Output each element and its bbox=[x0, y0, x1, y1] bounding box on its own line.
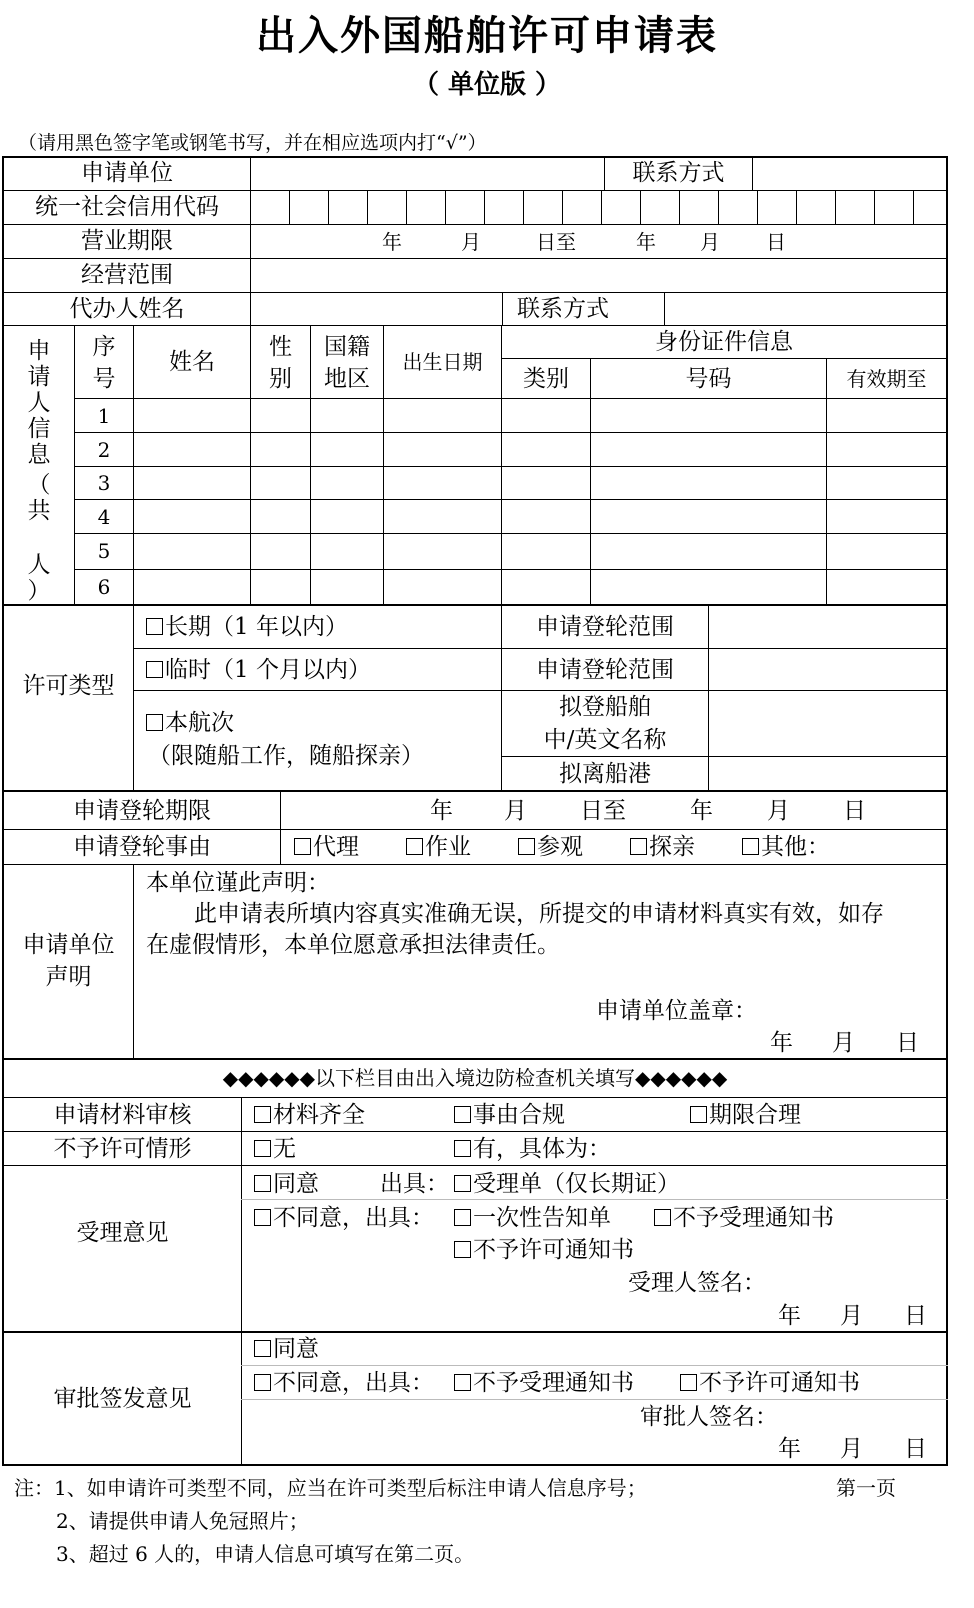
checkbox[interactable] bbox=[254, 1209, 271, 1226]
approve-notice2-text: 不予许可通知书 bbox=[699, 1370, 860, 1396]
ship-name-label-1: 拟登船舶 bbox=[559, 694, 651, 720]
declaration-label-2: 声明 bbox=[45, 964, 92, 990]
seq-header-2: 号 bbox=[92, 366, 116, 392]
approve-day: 日 bbox=[904, 1436, 927, 1462]
decl-year: 年 bbox=[770, 1030, 793, 1056]
checkbox[interactable] bbox=[254, 1374, 271, 1391]
name-header: 姓名 bbox=[169, 349, 215, 375]
bpd-month2: 月 bbox=[767, 798, 790, 824]
applicant-info-char: （ bbox=[27, 472, 51, 498]
reason-other-option[interactable] bbox=[742, 836, 830, 859]
checkbox[interactable] bbox=[254, 1106, 271, 1123]
checkbox[interactable] bbox=[518, 838, 535, 855]
boarding-scope-label-2: 申请登轮范围 bbox=[536, 657, 674, 683]
bpd-month: 月 bbox=[504, 798, 527, 824]
checkbox[interactable] bbox=[654, 1209, 671, 1226]
accept-notice3-option[interactable] bbox=[454, 1239, 634, 1262]
checkbox[interactable] bbox=[630, 838, 647, 855]
checkbox[interactable] bbox=[454, 1241, 471, 1258]
accept-notice1-option[interactable] bbox=[454, 1207, 611, 1230]
accept-notice3-text: 不予许可通知书 bbox=[473, 1237, 634, 1263]
contact-label: 联系方式 bbox=[632, 160, 725, 186]
accept-issue-label: 出具： bbox=[380, 1171, 449, 1197]
reason-agent-option[interactable] bbox=[294, 836, 359, 859]
approve-month: 月 bbox=[840, 1436, 863, 1462]
checkbox[interactable] bbox=[254, 1140, 271, 1157]
decl-day: 日 bbox=[896, 1030, 919, 1056]
permit-voyage-note: （限随船工作，随船探亲） bbox=[148, 743, 424, 769]
approve-notice1-text: 不予受理通知书 bbox=[473, 1370, 634, 1396]
bpd-day-to: 日至 bbox=[580, 798, 626, 824]
gender-header-2: 别 bbox=[269, 366, 292, 392]
accept-month: 月 bbox=[840, 1303, 863, 1329]
permit-type-label: 许可类型 bbox=[22, 673, 115, 699]
approve-disagree-text: 不同意，出具： bbox=[273, 1370, 434, 1396]
bpd-year2: 年 bbox=[690, 798, 713, 824]
business-scope-label: 经营范围 bbox=[81, 262, 173, 288]
material-compliant-text: 事由合规 bbox=[473, 1102, 565, 1128]
permit-voyage-text: 本航次 bbox=[165, 710, 234, 736]
denial-yes-text: 有，具体为： bbox=[473, 1136, 611, 1162]
denial-none-text: 无 bbox=[273, 1136, 296, 1162]
declaration-line-1: 此申请表所填内容真实准确无误，所提交的申请材料真实有效，如存 bbox=[194, 901, 884, 927]
checkbox[interactable] bbox=[146, 618, 163, 635]
birth-date-header: 出生日期 bbox=[402, 350, 483, 374]
approve-notice1-option[interactable] bbox=[454, 1372, 634, 1395]
material-complete-text: 材料齐全 bbox=[273, 1102, 365, 1128]
seq-header-1: 序 bbox=[92, 334, 116, 360]
accept-form-option[interactable] bbox=[454, 1173, 680, 1196]
row-number-1: 1 bbox=[97, 404, 111, 428]
reason-work-option[interactable] bbox=[406, 836, 471, 859]
checkbox[interactable] bbox=[454, 1140, 471, 1157]
form-title: 出入外国船舶许可申请表 bbox=[256, 12, 718, 59]
accept-disagree-option[interactable] bbox=[254, 1207, 434, 1230]
id-expiry-header: 有效期至 bbox=[846, 367, 927, 391]
denial-label: 不予许可情形 bbox=[53, 1136, 192, 1162]
instruction-text: （请用黑色签字笔或钢笔书写，并在相应选项内打“√”） bbox=[18, 132, 487, 154]
approver-sign-label: 审批人签名： bbox=[640, 1404, 778, 1430]
permit-temp-text: 临时（1 个月以内） bbox=[165, 657, 371, 683]
nationality-header-2: 地区 bbox=[324, 366, 370, 392]
checkbox[interactable] bbox=[742, 838, 759, 855]
material-review-label: 申请材料审核 bbox=[53, 1102, 192, 1128]
accept-notice1-text: 一次性告知单 bbox=[473, 1205, 611, 1231]
permit-long-option[interactable] bbox=[146, 616, 348, 639]
applicant-info-char: 人 bbox=[27, 390, 51, 416]
checkbox[interactable] bbox=[294, 838, 311, 855]
checkbox[interactable] bbox=[454, 1175, 471, 1192]
bp-year: 年 bbox=[382, 230, 402, 254]
row-number-6: 6 bbox=[97, 575, 111, 599]
page-number: 第一页 bbox=[836, 1476, 896, 1500]
boarding-period-label: 申请登轮期限 bbox=[73, 798, 211, 824]
approve-agree-option[interactable] bbox=[254, 1338, 319, 1361]
approve-agree-text: 同意 bbox=[273, 1336, 319, 1362]
bp-day2: 日 bbox=[766, 230, 786, 254]
permit-long-text: 长期（1 年以内） bbox=[165, 614, 348, 640]
form-subtitle: （ 单位版 ） bbox=[412, 70, 562, 100]
unit-seal-label: 申请单位盖章： bbox=[596, 998, 757, 1024]
applicant-info-char: 人 bbox=[27, 552, 51, 578]
agent-name-label: 代办人姓名 bbox=[69, 296, 185, 322]
applicant-info-char: ） bbox=[27, 578, 51, 604]
checkbox[interactable] bbox=[690, 1106, 707, 1123]
credit-code-label: 统一社会信用代码 bbox=[35, 194, 219, 220]
denial-none-option[interactable] bbox=[254, 1138, 296, 1161]
note-2: 2、请提供申请人免冠照片； bbox=[56, 1509, 309, 1533]
bp-month: 月 bbox=[461, 230, 481, 254]
agent-contact-label: 联系方式 bbox=[517, 296, 609, 322]
decl-month: 月 bbox=[832, 1030, 855, 1056]
bp-day-to: 日至 bbox=[536, 230, 576, 254]
denial-yes-option[interactable] bbox=[454, 1138, 611, 1161]
row-number-2: 2 bbox=[97, 438, 111, 462]
reason-work-text: 作业 bbox=[425, 834, 471, 860]
bp-year2: 年 bbox=[636, 230, 656, 254]
checkbox[interactable] bbox=[454, 1106, 471, 1123]
row-number-3: 3 bbox=[97, 471, 111, 495]
bp-month2: 月 bbox=[700, 230, 720, 254]
material-complete-option[interactable] bbox=[254, 1104, 365, 1127]
accept-form-text: 受理单（仅长期证） bbox=[473, 1171, 680, 1197]
id-info-header: 身份证件信息 bbox=[655, 329, 793, 355]
accept-notice2-option[interactable] bbox=[654, 1207, 834, 1230]
checkbox[interactable] bbox=[146, 661, 163, 678]
id-type-header: 类别 bbox=[523, 366, 569, 392]
reason-family-text: 探亲 bbox=[649, 834, 695, 860]
checkbox[interactable] bbox=[454, 1209, 471, 1226]
checkbox[interactable] bbox=[254, 1175, 271, 1192]
material-period-text: 期限合理 bbox=[709, 1102, 801, 1128]
departure-port-label: 拟离船港 bbox=[559, 761, 651, 787]
checkbox[interactable] bbox=[146, 714, 163, 731]
reason-family-option[interactable] bbox=[630, 836, 695, 859]
applicant-info-char: 请 bbox=[27, 364, 51, 390]
boarding-scope-label-1: 申请登轮范围 bbox=[536, 614, 674, 640]
approval-label: 审批签发意见 bbox=[53, 1386, 192, 1412]
accept-notice2-text: 不予受理通知书 bbox=[673, 1205, 834, 1231]
reason-visit-option[interactable] bbox=[518, 836, 583, 859]
accept-year: 年 bbox=[778, 1303, 801, 1329]
approve-disagree-option[interactable] bbox=[254, 1372, 434, 1395]
applicant-info-char: 共 bbox=[27, 498, 51, 524]
acceptance-label: 受理意见 bbox=[76, 1220, 169, 1246]
applicant-info-char: 息 bbox=[27, 442, 51, 468]
declaration-line-2: 在虚假情形，本单位愿意承担法律责任。 bbox=[146, 932, 560, 958]
material-period-option[interactable] bbox=[690, 1104, 801, 1127]
row-number-5: 5 bbox=[97, 539, 111, 563]
accept-disagree-text: 不同意，出具： bbox=[273, 1205, 434, 1231]
applicant-info-char: 信 bbox=[27, 416, 51, 442]
note-1: 注：1、如申请许可类型不同，应当在许可类型后标注申请人信息序号； bbox=[14, 1476, 647, 1500]
bpd-year: 年 bbox=[430, 798, 453, 824]
nationality-header-1: 国籍 bbox=[324, 334, 370, 360]
boarding-reason-label: 申请登轮事由 bbox=[73, 834, 211, 860]
authority-banner: ◆◆◆◆◆◆以下栏目由出入境边防检查机关填写◆◆◆◆◆◆ bbox=[222, 1066, 728, 1090]
declaration-label-1: 申请单位 bbox=[22, 932, 115, 958]
gender-header-1: 性 bbox=[269, 334, 292, 360]
checkbox[interactable] bbox=[454, 1374, 471, 1391]
reason-other-text: 其他： bbox=[761, 834, 830, 860]
row-number-4: 4 bbox=[97, 505, 111, 529]
bpd-day2: 日 bbox=[843, 798, 866, 824]
applicant-info-char: 申 bbox=[27, 338, 51, 364]
checkbox[interactable] bbox=[406, 838, 423, 855]
approve-notice2-option[interactable] bbox=[680, 1372, 860, 1395]
accept-day: 日 bbox=[904, 1303, 927, 1329]
acceptor-sign-label: 受理人签名： bbox=[628, 1270, 766, 1296]
material-compliant-option[interactable] bbox=[454, 1104, 565, 1127]
accept-agree-text: 同意 bbox=[273, 1171, 319, 1197]
approve-year: 年 bbox=[778, 1436, 801, 1462]
permit-voyage-option[interactable] bbox=[146, 712, 234, 735]
applicant-unit-label: 申请单位 bbox=[81, 160, 173, 186]
ship-name-label-2: 中/英文名称 bbox=[543, 727, 667, 753]
id-number-header: 号码 bbox=[685, 366, 732, 392]
accept-agree-option[interactable] bbox=[254, 1173, 319, 1196]
reason-agent-text: 代理 bbox=[313, 834, 359, 860]
checkbox[interactable] bbox=[680, 1374, 697, 1391]
reason-visit-text: 参观 bbox=[537, 834, 583, 860]
declaration-head: 本单位谨此声明： bbox=[146, 870, 330, 896]
checkbox[interactable] bbox=[254, 1340, 271, 1357]
permit-temp-option[interactable] bbox=[146, 659, 371, 682]
note-3: 3、超过 6 人的，申请人信息可填写在第二页。 bbox=[56, 1542, 475, 1566]
business-period-label: 营业期限 bbox=[81, 228, 173, 254]
